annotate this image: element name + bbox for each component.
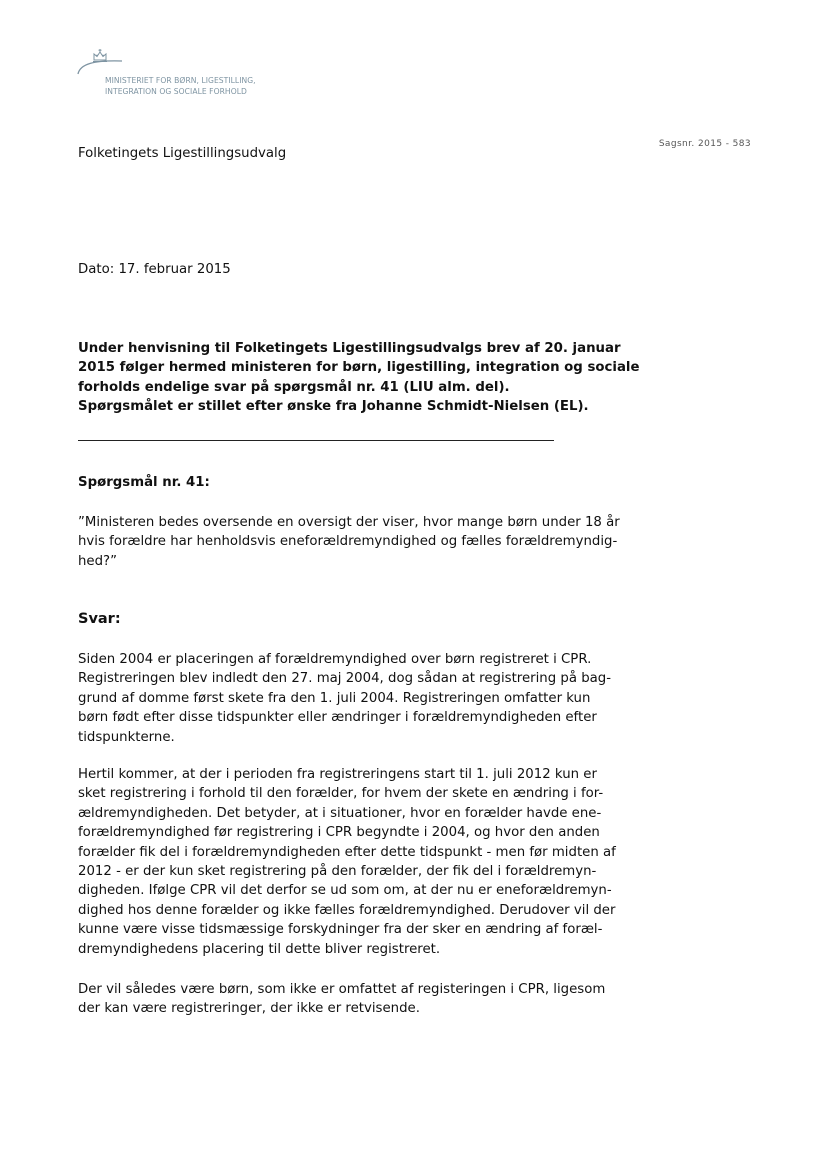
logo-line-1: MINISTERIET FOR BØRN, LIGESTILLING, (105, 76, 256, 85)
question-line: hvis forældre har henholdsvis eneforældremyndighed og fælles forældremyndig- (78, 534, 618, 550)
answer-paragraph-1 (78, 650, 612, 747)
intro-line: forholds endelige svar på spørgsmål nr. 41 (LIU alm. del). (78, 379, 510, 395)
answer-line: forældremyndighed før registrering i CPR begyndte i 2004, og hvor den anden (78, 825, 600, 841)
intro-line: 2015 følger hermed ministeren for børn, ligestilling, integration og sociale (78, 360, 640, 376)
intro-line: Spørgsmålet er stillet efter ønske fra Johanne Schmidt-Nielsen (EL). (78, 399, 589, 415)
answer-heading: Svar: (78, 611, 121, 627)
answer-paragraph-3 (78, 980, 608, 1019)
answer-line: grund af domme først skete fra den 1. juli 2004. Registreringen omfatter kun (78, 690, 591, 706)
case-number: Sagsnr. 2015 - 583 (658, 139, 751, 149)
answer-line: der kan være registreringer, der ikke er retvisende. (78, 1001, 420, 1017)
answer-line: tidspunkterne. (78, 729, 175, 745)
question-line: hed?” (78, 553, 117, 569)
answer-line: dighed hos denne forælder og ikke fælles forældremyndighed. Derudover vil der (78, 902, 616, 918)
answer-paragraph-2 (78, 765, 616, 959)
answer-line: 2012 - er der kun sket registrering på den forælder, der fik del i forældremyn- (78, 864, 597, 880)
answer-line: ældremyndigheden. Det betyder, at i situationer, hvor en forælder havde ene- (78, 805, 602, 821)
ministry-logo (76, 44, 276, 100)
answer-line: Registreringen blev indledt den 27. maj 2004, dog sådan at registrering på bag- (78, 671, 612, 687)
letter-date: Dato: 17. februar 2015 (78, 262, 231, 277)
recipient: Folketingets Ligestillingsudvalg (78, 146, 287, 161)
logo-line-2: INTEGRATION OG SOCIALE FORHOLD (105, 86, 247, 96)
question-text (78, 513, 620, 571)
crown-emblem-icon (76, 44, 136, 78)
question-heading: Spørgsmål nr. 41: (78, 475, 210, 490)
question-line: ”Ministeren bedes oversende en oversigt der viser, hvor mange børn under 18 år (78, 515, 620, 530)
answer-line: børn født efter disse tidspunkter eller ændringer i forældremyndigheden efter (78, 710, 597, 726)
answer-line: digheden. Ifølge CPR vil det derfor se ud som om, at der nu er eneforældremyn- (78, 883, 612, 899)
answer-line: Der vil således være børn, som ikke er omfattet af registeringen i CPR, ligesom (78, 982, 606, 997)
divider (78, 440, 554, 441)
intro-paragraph (78, 339, 640, 417)
answer-line: kunne være visse tidsmæssige forskydninger fra der sker en ændring af foræl- (78, 922, 603, 938)
intro-line: Under henvisning til Folketingets Ligestillingsudvalgs brev af 20. januar (78, 341, 621, 356)
answer-line: forælder fik del i forældremyndigheden efter dette tidspunkt - men før midten af (78, 844, 616, 860)
answer-line: Hertil kommer, at der i perioden fra registreringens start til 1. juli 2012 kun er (78, 767, 597, 782)
answer-line: dremyndighedens placering til dette bliver registreret. (78, 941, 441, 957)
answer-line: sket registrering i forhold til den forælder, for hvem der skete en ændring i for- (78, 786, 604, 802)
answer-line: Siden 2004 er placeringen af forældremyndighed over børn registreret i CPR. (78, 652, 592, 667)
logo-text (105, 76, 256, 97)
